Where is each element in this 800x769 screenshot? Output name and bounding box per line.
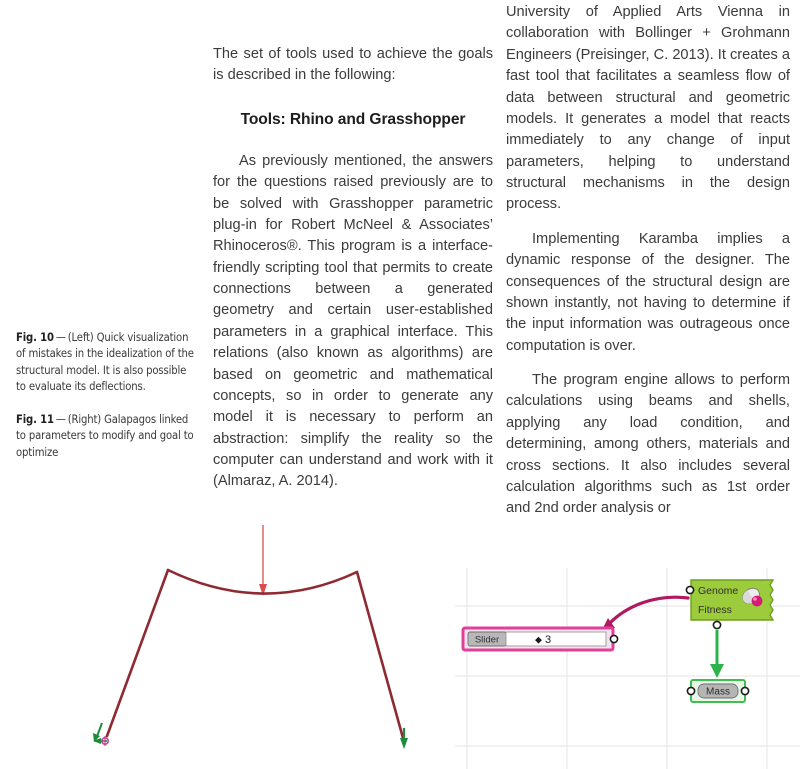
right-paragraph-1: University of Applied Arts Vienna in collaboration with Bollinger + Grohmann Engineers (Preisinger, C. 2013). It creates a fast tool that facilitates a seamless flow of data between structural and geometric models. It generates a model that reacts immediately to any change of input parameters, helping to understand structural mechanisms in the design process. xyxy=(506,4,790,213)
galapagos-genome-label: Genome xyxy=(698,585,739,597)
mass-output-port[interactable] xyxy=(741,687,748,694)
slider-label-text: Slider xyxy=(474,634,500,646)
slider-value-text: 3 xyxy=(545,634,552,646)
grasshopper-canvas-svg[interactable] xyxy=(455,568,800,769)
mass-input-port[interactable] xyxy=(687,687,694,694)
figure-caption-10-dash: — xyxy=(55,331,66,344)
figure-caption-11-label: Fig. 11 xyxy=(16,412,54,426)
figure-11-galapagos-canvas[interactable] xyxy=(455,568,800,769)
slider-track[interactable] xyxy=(506,632,606,646)
right-paragraph-2: Implementing Karamba implies a dynamic response of the designer. The consequences of the structural design are shown instantly, not having to determine if the input information was outrageous once computation is over. xyxy=(506,230,790,354)
right-paragraph-3: The program engine allows to perform calculations using beams and shells, applying any load condition, and determining, among others, materials and cross sections. It also includes several calculation algorithms such as 1st order and 2nd order analysis or xyxy=(506,372,790,517)
galapagos-fitness-port[interactable] xyxy=(713,621,720,628)
figure-caption-11-text: (Right) Galapagos linked to parameters to modify and goal to optimize xyxy=(16,412,194,459)
figure-caption-11-dash: — xyxy=(55,412,66,426)
figure-caption-10-text: (Left) Quick visualization of mistakes in the idealization of the structural model. It is also possible to evaluate its deflections. xyxy=(16,331,194,394)
margin-caption-column xyxy=(16,330,194,461)
middle-paragraph-1: As previously mentioned, the answers for the questions raised previously are to be solved with Grasshopper parametric plug-in for Robert McNeel & Associates’ Rhinoceros®. This program is a interface-friendly scripting tool that permits to create connections between a generated geometry and certain user-established parameters in a graphical interface. This relations (also known as algorithms) are based on geometric and mathematical concepts, so in order to generate any model it is necessary to perform an abstraction: simplify the reality so the computer can understand and work with it (Almaraz, A. 2014). xyxy=(213,152,493,490)
support-reaction-left xyxy=(93,723,108,746)
figure-10-deflected-frame xyxy=(60,520,460,769)
slider-output-port[interactable] xyxy=(610,635,617,642)
frame-diagram-svg xyxy=(60,520,460,769)
section-subheading: Tools: Rhino and Grasshopper xyxy=(240,110,466,128)
node-mass[interactable] xyxy=(687,680,748,702)
node-slider[interactable] xyxy=(463,628,618,650)
figures-region xyxy=(0,520,800,769)
galapagos-genome-port[interactable] xyxy=(686,586,693,593)
figure-caption-10-label: Fig. 10 xyxy=(16,331,54,344)
galapagos-fitness-label: Fitness xyxy=(698,604,732,616)
right-text-column xyxy=(506,2,790,520)
slider-value-glyph: ◆ xyxy=(535,634,542,645)
intro-paragraph: The set of tools used to achieve the goals is described in the following: xyxy=(213,46,493,84)
frame-member-right-leg xyxy=(357,572,403,738)
figure-caption-11 xyxy=(16,412,194,461)
figure-caption-10 xyxy=(16,330,194,396)
middle-text-column xyxy=(213,44,493,493)
frame-member-left-leg xyxy=(107,570,168,736)
mass-label-text: Mass xyxy=(706,686,730,698)
